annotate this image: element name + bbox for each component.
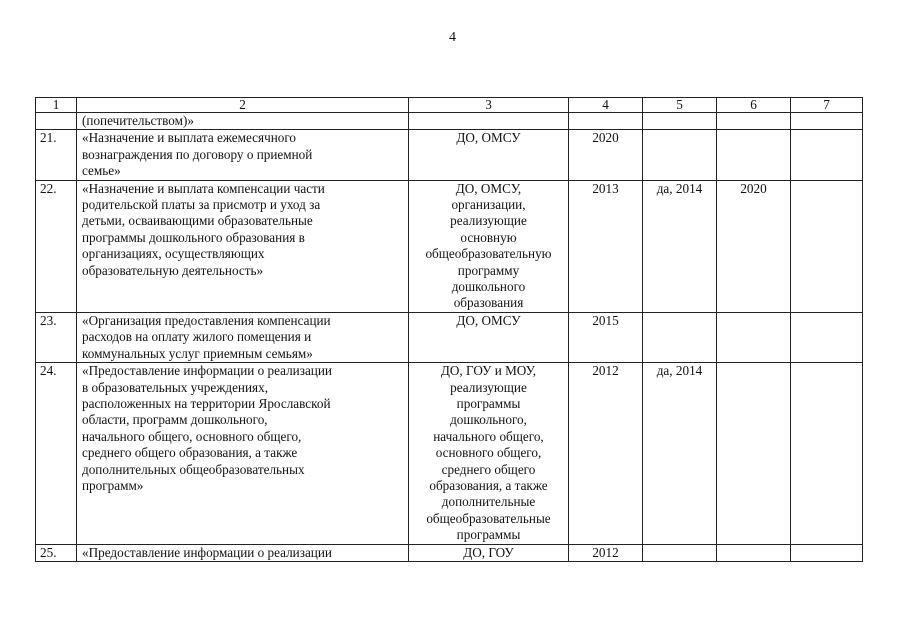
col7-value: [791, 544, 863, 561]
table-header-row: [36, 98, 863, 113]
row-number: 21.: [36, 130, 77, 180]
col4-value: 2012: [569, 544, 643, 561]
header-cell: 6: [717, 98, 791, 113]
header-cell: 3: [409, 98, 569, 113]
table-row-continuation: [36, 113, 863, 130]
col5-value: [643, 130, 717, 180]
row-number: 23.: [36, 312, 77, 362]
row-number: 25.: [36, 544, 77, 561]
header-cell: 1: [36, 98, 77, 113]
continuation-text: (попечительством)»: [77, 113, 409, 130]
header-cell: 5: [643, 98, 717, 113]
table-row: [36, 544, 863, 561]
col7-value: [791, 180, 863, 312]
col6-value: [717, 312, 791, 362]
executors: ДО, ГОУ и МОУ, реализующие программы дошкольного, начального общего, основного общего, среднего общего образования, а также дополнительные общеобразовательные программы: [409, 363, 569, 544]
row-number: 24.: [36, 363, 77, 544]
service-name: «Назначение и выплата ежемесячного вознаграждения по договору о приемной семье»: [77, 130, 409, 180]
col6-value: [717, 544, 791, 561]
col7-value: [791, 363, 863, 544]
header-cell: 7: [791, 98, 863, 113]
table-row: [36, 130, 863, 180]
service-name: «Предоставление информации о реализации: [77, 544, 409, 561]
executors: ДО, ОМСУ: [409, 130, 569, 180]
page-number: 4: [449, 30, 456, 45]
service-name: «Организация предоставления компенсации расходов на оплату жилого помещения и коммунальных услуг приемным семьям»: [77, 312, 409, 362]
col7-value: [791, 130, 863, 180]
header-cell: 2: [77, 98, 409, 113]
col6-value: [717, 363, 791, 544]
col6-value: [717, 130, 791, 180]
col5-value: [643, 544, 717, 561]
executors: ДО, ОМСУ, организации, реализующие основную общеобразовательную программу дошкольного образования: [409, 180, 569, 312]
row-number: 22.: [36, 180, 77, 312]
service-name: «Назначение и выплата компенсации части родительской платы за присмотр и уход за детьми, осваивающими образовательные программы дошкольного образования в организациях, осуществляющих образовательную деятельность»: [77, 180, 409, 312]
executors: ДО, ОМСУ: [409, 312, 569, 362]
col5-value: [643, 312, 717, 362]
services-table: [35, 97, 863, 562]
col6-value: 2020: [717, 180, 791, 312]
table-row: [36, 180, 863, 312]
service-name: «Предоставление информации о реализации в образовательных учреждениях, расположенных на территории Ярославской области, программ дошкольного, начального общего, основного общего, среднего общего образования, а также дополнительных общеобразовательных программ»: [77, 363, 409, 544]
col4-value: 2015: [569, 312, 643, 362]
col4-value: 2012: [569, 363, 643, 544]
header-cell: 4: [569, 98, 643, 113]
col7-value: [791, 312, 863, 362]
executors: ДО, ГОУ: [409, 544, 569, 561]
table-row: [36, 312, 863, 362]
col4-value: 2020: [569, 130, 643, 180]
table-row: [36, 363, 863, 544]
col4-value: 2013: [569, 180, 643, 312]
col5-value: да, 2014: [643, 363, 717, 544]
col5-value: да, 2014: [643, 180, 717, 312]
